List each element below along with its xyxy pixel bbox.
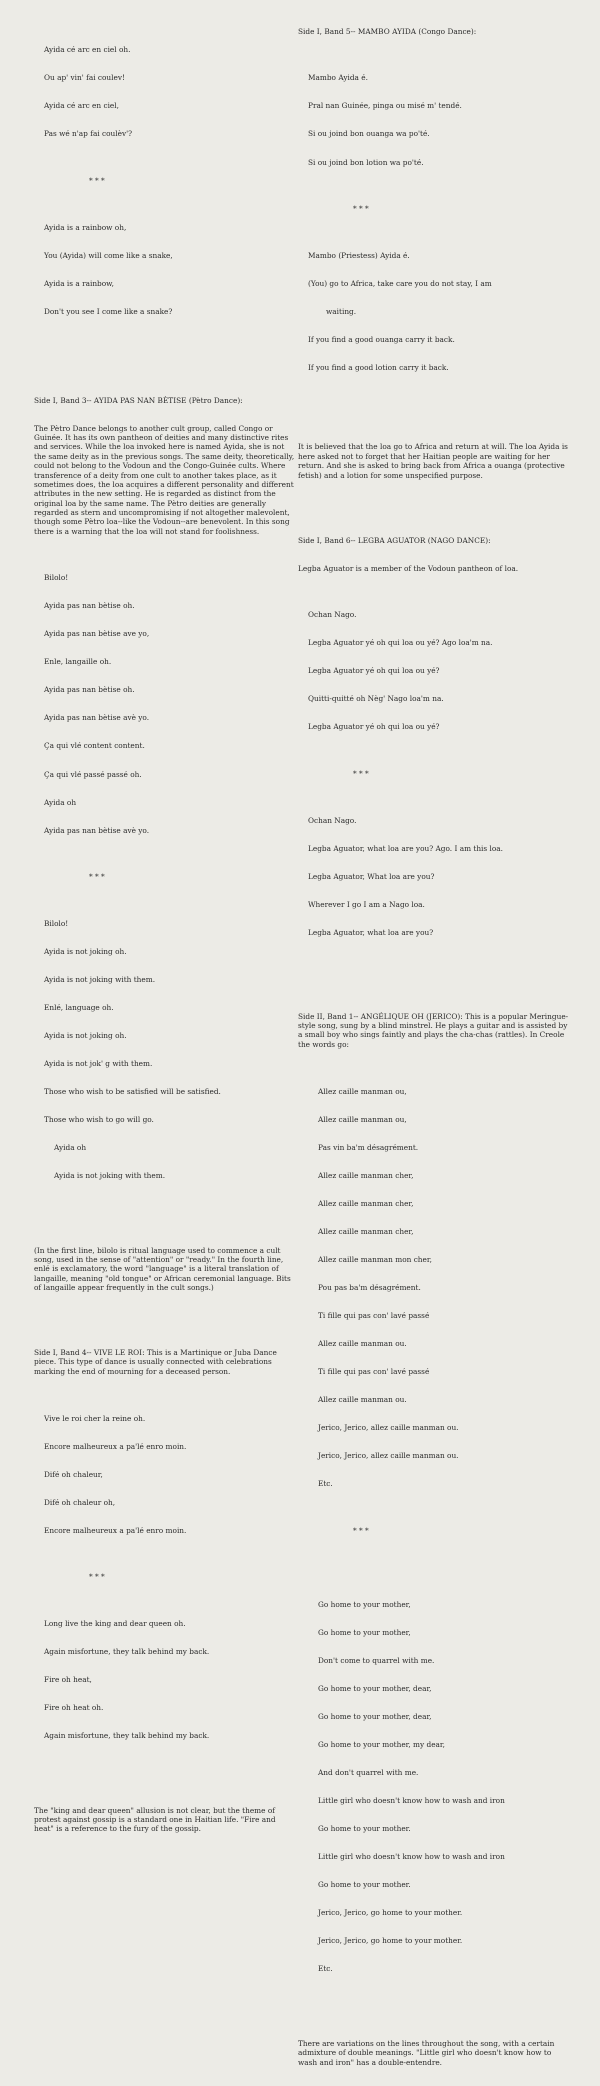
verse-line: Difé oh chaleur, <box>44 1469 103 1479</box>
verse-line: And don't quarrel with me. <box>318 1768 419 1778</box>
verse-line: Allez caille manman ou, <box>318 1114 407 1124</box>
verse-line: Ayida pas nan bètise oh. <box>44 685 135 695</box>
verse-line: Mambo (Priestess) Ayida é. <box>308 250 410 260</box>
verse-line: Allez caille manman cher, <box>318 1226 414 1236</box>
verse-line: Difé oh chaleur oh, <box>44 1497 116 1507</box>
band4-text: This is a Martinique or Juba Dance piece. This type of dance is usually connected with celebrations marking the end of mourning for a deceased person. <box>34 1348 280 1376</box>
verse-line: Fire oh heat oh. <box>44 1703 104 1713</box>
verse-line: Ayida is not jok' g with them. <box>44 1059 153 1069</box>
verse-creole <box>298 592 570 751</box>
verse-line: Long live the king and dear queen oh. <box>44 1619 186 1629</box>
verse-line: Ayida is not joking with them. <box>54 1171 166 1181</box>
verse-line: Ayida is not joking oh. <box>44 947 127 957</box>
section-divider: * * * <box>353 204 369 214</box>
verse-line: Go home to your mother, my dear, <box>318 1740 445 1750</box>
left-column <box>34 8 296 1852</box>
verse-line: Bilolo! <box>44 573 69 583</box>
verse-line: Jerico, Jerico, allez caille manman ou. <box>318 1422 459 1432</box>
verse-line: Those who wish to go will go. <box>44 1115 154 1125</box>
verse-creole <box>298 1068 570 1507</box>
verse-line: Fire oh heat, <box>44 1675 92 1685</box>
verse-line: Encore malheureux a pa'lé enro moin. <box>44 1525 187 1535</box>
band3-text: The Pètro Dance belongs to another cult group, called Congo or Guinée. It has its own pantheon of deities and many distinctive rites and services. While the loa invoked here is named Ayida, she is not the same deity as in the previous songs. The same deity, theoretically, could not belong to the Vodoun and the Congo-Guinée cults. Where transference of a deity from one cult to another takes place, as it sometimes does, the loa acquires a different personality and different attributes in the new setting. He is regarded as distinct from the original loa by the same name. The Pètro deities are generally regarded as stern and uncompromising if not altogether malevolent, though some Pètro loa--like the Vodoun--are benevolent. In this song there is a warning that the loa will not stand for foolishness. <box>34 423 297 536</box>
band7-heading: Side II, Band 1-- ANGÉLIQUE OH (JERICO): <box>298 1011 463 1021</box>
verse-line: Encore malheureux a pa'lé enro moin. <box>44 1441 187 1451</box>
verse-creole <box>34 27 296 158</box>
verse-line: Ayida oh <box>44 797 77 807</box>
section-divider: * * * <box>89 872 105 882</box>
verse-line: Go home to your mother, dear, <box>318 1712 432 1722</box>
verse-line: Little girl who doesn't know how to wash and iron <box>318 1796 505 1806</box>
band5-note: It is believed that the loa go to Africa and return at will. The loa Ayida is here asked not to forget that her Haitian people are waiting for her return. And she is asked to bring back from Africa a ouanga (protective fetish) and a lotion for some unspecified purpose. <box>298 442 571 480</box>
verse-line: Wherever I go I am a Nago loa. <box>308 899 425 909</box>
verse-line: Ayida is a rainbow, <box>44 278 114 288</box>
verse-line: If you find a good lotion carry it back. <box>308 363 449 373</box>
verse-english <box>298 1581 570 1992</box>
verse-line: Ça qui vlé content content. <box>44 741 145 751</box>
verse-line: Jerico, Jerico, allez caille manman ou. <box>318 1450 459 1460</box>
verse-line: Go home to your mother. <box>318 1824 411 1834</box>
verse-creole <box>298 55 570 186</box>
verse-line: Go home to your mother. <box>318 1880 411 1890</box>
section-divider: * * * <box>89 1572 105 1582</box>
verse-english <box>298 232 570 391</box>
verse-english <box>34 900 296 1199</box>
verse-line: You (Ayida) will come like a snake, <box>44 250 173 260</box>
verse-line: Allez caille manman cher, <box>318 1198 414 1208</box>
verse-line: Legba Aguator yé oh qui loa ou yé? <box>308 666 440 676</box>
verse-line: Allez caille manman ou. <box>318 1338 407 1348</box>
verse-line: Ayida pas nan bètise avè yo. <box>44 713 150 723</box>
section-divider: * * * <box>353 769 369 779</box>
verse-line: Those who wish to be satisfied will be satisfied. <box>44 1087 221 1097</box>
verse-line: Ayida pas nan bètise ave yo, <box>44 629 150 639</box>
right-column <box>298 8 570 2086</box>
verse-line: Pas vin ba'm désagrément. <box>318 1142 419 1152</box>
verse-line: Enlé, language oh. <box>44 1003 114 1013</box>
verse-line: Ochan Nago. <box>308 610 357 620</box>
section-divider: * * * <box>89 176 105 186</box>
band4-heading: Side I, Band 4-- VIVE LE ROI: <box>34 1348 145 1358</box>
verse-line: Allez caille manman mon cher, <box>318 1254 432 1264</box>
verse-line: Enle, langaille oh. <box>44 657 112 667</box>
band6-text: Legba Aguator is a member of the Vodoun pantheon of loa. <box>298 563 519 573</box>
verse-line: Legba Aguator, What loa are you? <box>308 871 435 881</box>
band5-heading: Side I, Band 5-- MAMBO AYIDA (Congo Dance): <box>298 26 477 36</box>
verse-line: If you find a good ouanga carry it back. <box>308 335 455 345</box>
verse-line: Allez caille manman ou, <box>318 1086 407 1096</box>
verse-line: (You) go to Africa, take care you do not stay, I am <box>308 278 492 288</box>
verse-line: Etc. <box>318 1964 333 1974</box>
band6-heading: Side I, Band 6-- LEGBA AGUATOR (NAGO DANCE): <box>298 535 491 545</box>
verse-line: Ochan Nago. <box>308 815 357 825</box>
verse-line: Jerico, Jerico, go home to your mother. <box>318 1936 463 1946</box>
band3-heading: Side I, Band 3-- AYIDA PAS NAN BÈTISE (Pètro Dance): <box>34 395 243 405</box>
section-divider: * * * <box>353 1525 369 1535</box>
verse-line: Legba Aguator, what loa are you? Ago. I am this loa. <box>308 843 503 853</box>
band4-heading-text <box>34 1348 296 1376</box>
band7-note: There are variations on the lines throughout the song, with a certain admixture of double meanings. "Little girl who doesn't know how to wash and iron" has a double-entendre. <box>298 2038 557 2067</box>
verse-line: Quitti-quitté oh Nèg' Nago loa'm na. <box>308 694 444 704</box>
verse-line: Vive le roi cher la reine oh. <box>44 1413 146 1423</box>
verse-line: Pou pas ba'm désagrément. <box>318 1282 421 1292</box>
verse-line: Ayida pas nan bètise oh. <box>44 601 135 611</box>
band7-text: This is a popular Meringue-style song, sung by a blind minstrel. He plays a guitar and is assisted by a small boy who sings faintly and plays the cha-chas (rattles). In Creole the words go: <box>298 1011 570 1049</box>
verse-creole <box>34 555 296 854</box>
verse-line: Legba Aguator, what loa are you? <box>308 928 434 937</box>
verse-line: Pas wé n'ap fai coulèv'? <box>44 129 133 139</box>
verse-line: Ayida is not joking oh. <box>44 1031 127 1041</box>
verse-line: Etc. <box>318 1478 333 1488</box>
verse-line: Ayida is not joking with them. <box>44 975 156 985</box>
verse-line: Go home to your mother, dear, <box>318 1684 432 1694</box>
verse-line: Ou ap' vin' fai coulev! <box>44 73 125 83</box>
verse-line: Ayida cé arc en ciel oh. <box>44 45 131 55</box>
verse-line: Legba Aguator yé oh qui loa ou yé? <box>308 722 440 732</box>
verse-line: Si ou joind bon ouanga wa po'té. <box>308 129 430 139</box>
band7-heading-text <box>298 1012 570 1049</box>
verse-english <box>34 204 296 335</box>
verse-line: Si ou joind bon lotion wa po'té. <box>308 157 424 167</box>
verse-line: Go home to your mother, <box>318 1600 411 1610</box>
verse-line: Ayida is a rainbow oh, <box>44 222 127 232</box>
verse-line: Don't you see I come like a snake? <box>44 307 173 316</box>
verse-line: Go home to your mother, <box>318 1628 411 1638</box>
band4-note: The "king and dear queen" allusion is not clear, but the theme of protest against gossip is a standard one in Haitian life. "Fire and heat" is a reference to the fury of the gossip. <box>34 1805 278 1834</box>
verse-line: Allez caille manman cher, <box>318 1170 414 1180</box>
verse-creole <box>34 1395 296 1554</box>
verse-line: Again misfortune, they talk behind my back. <box>44 1731 210 1741</box>
verse-line: Pral nan Guinée, pinga ou misé m' tendé. <box>308 101 462 111</box>
verse-line: Don't come to quarrel with me. <box>318 1656 435 1666</box>
verse-line: Ayida oh <box>54 1143 87 1153</box>
verse-line: Ti fille qui pas con' lavé passé <box>318 1310 430 1320</box>
verse-english <box>298 797 570 956</box>
verse-line: waiting. <box>326 307 357 316</box>
verse-line: Ti fille qui pas con' lavé passé <box>318 1366 430 1376</box>
verse-line: Again misfortune, they talk behind my back. <box>44 1647 210 1657</box>
verse-line: Ayida cé arc en ciel, <box>44 101 119 111</box>
verse-english <box>34 1600 296 1759</box>
verse-line: Bilolo! <box>44 919 69 928</box>
verse-line: Ayida pas nan bètise avè yo. <box>44 825 150 835</box>
verse-line: Legba Aguator yé oh qui loa ou yé? Ago loa'm na. <box>308 638 493 648</box>
band3-note: (In the first line, bilolo is ritual language used to commence a cult song, used in the sense of "attention" or "ready." In the fourth line, enlé is exclamatory, the word "language" is a literal translation of langaille, meaning "old tongue" or African ceremonial language. Bits of langaille appear frequently in the cult songs.) <box>34 1245 294 1293</box>
verse-line: Ça qui vlé passé passé oh. <box>44 769 142 779</box>
verse-line: Mambo Ayida é. <box>308 73 368 83</box>
verse-line: Little girl who doesn't know how to wash and iron <box>318 1852 505 1862</box>
verse-line: Jerico, Jerico, go home to your mother. <box>318 1908 463 1918</box>
verse-line: Allez caille manman ou. <box>318 1394 407 1404</box>
